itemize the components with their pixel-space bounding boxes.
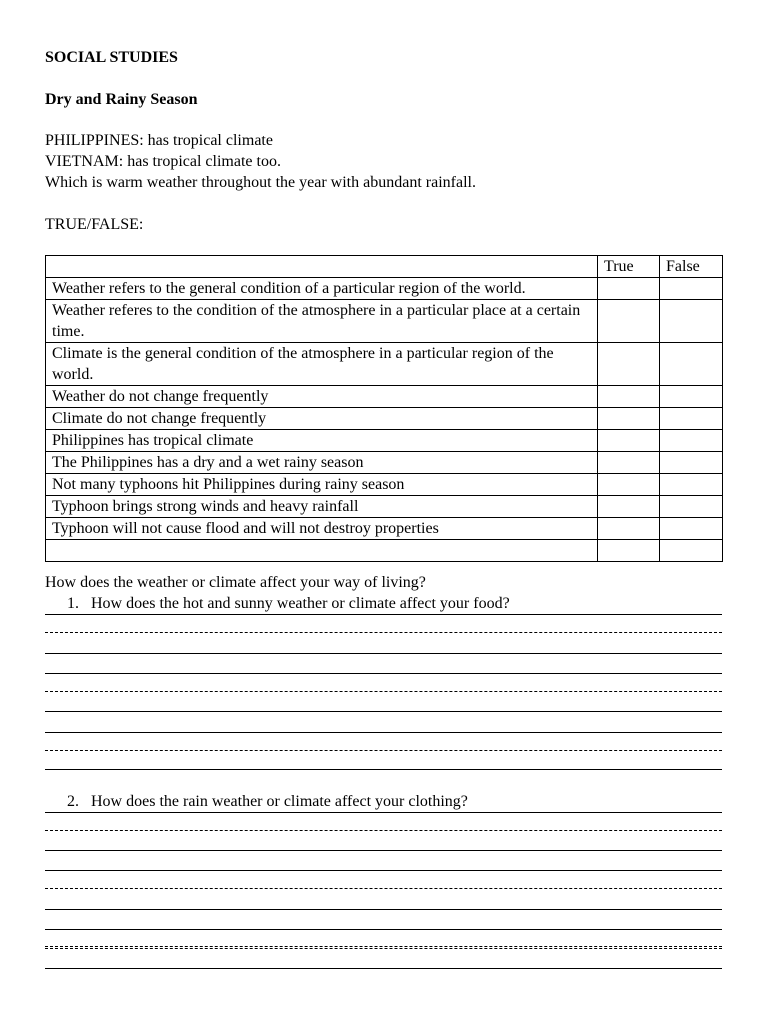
statement-header bbox=[46, 256, 598, 278]
table-header-row bbox=[46, 256, 723, 278]
true-answer-cell[interactable] bbox=[598, 430, 660, 452]
table-row bbox=[46, 452, 723, 474]
statement-cell bbox=[46, 540, 598, 562]
question-heading: How does the weather or climate affect your way of living? bbox=[45, 574, 426, 591]
table-row bbox=[46, 343, 723, 386]
answer-line bbox=[45, 870, 722, 871]
false-answer-cell[interactable] bbox=[660, 496, 723, 518]
answer-line bbox=[45, 850, 722, 851]
worksheet-title: Dry and Rainy Season bbox=[45, 91, 198, 108]
false-answer-cell[interactable] bbox=[660, 300, 723, 343]
false-answer-cell[interactable] bbox=[660, 408, 723, 430]
false-answer-cell[interactable] bbox=[660, 386, 723, 408]
false-answer-cell[interactable] bbox=[660, 278, 723, 300]
question-item bbox=[67, 792, 468, 812]
true-answer-cell[interactable] bbox=[598, 474, 660, 496]
table-row bbox=[46, 386, 723, 408]
false-answer-cell[interactable] bbox=[660, 518, 723, 540]
table-row bbox=[46, 430, 723, 452]
question-text: How does the hot and sunny weather or climate affect your food? bbox=[91, 595, 510, 612]
statement-cell: Typhoon will not cause flood and will not destroy properties bbox=[46, 518, 598, 540]
table-row bbox=[46, 540, 723, 562]
question-text: How does the rain weather or climate affect your clothing? bbox=[91, 793, 468, 810]
answer-line bbox=[45, 673, 722, 674]
statement-cell: The Philippines has a dry and a wet rainy season bbox=[46, 452, 598, 474]
answer-line bbox=[45, 711, 722, 712]
statement-cell: Typhoon brings strong winds and heavy rainfall bbox=[46, 496, 598, 518]
answer-line bbox=[45, 653, 722, 654]
true-false-heading: TRUE/FALSE: bbox=[45, 216, 144, 233]
answer-line bbox=[45, 968, 722, 969]
statement-cell: Weather refers to the general condition of a particular region of the world. bbox=[46, 278, 598, 300]
statement-cell: Not many typhoons hit Philippines during rainy season bbox=[46, 474, 598, 496]
false-answer-cell[interactable] bbox=[660, 430, 723, 452]
true-answer-cell[interactable] bbox=[598, 386, 660, 408]
answer-line bbox=[45, 769, 722, 770]
true-answer-cell[interactable] bbox=[598, 540, 660, 562]
statement-cell: Weather referes to the condition of the atmosphere in a particular place at a certain time. bbox=[46, 300, 598, 343]
intro-line: Which is warm weather throughout the year with abundant rainfall. bbox=[45, 174, 476, 191]
statement-cell: Climate is the general condition of the atmosphere in a particular region of the world. bbox=[46, 343, 598, 386]
false-answer-cell[interactable] bbox=[660, 474, 723, 496]
answer-line bbox=[45, 946, 722, 947]
true-answer-cell[interactable] bbox=[598, 408, 660, 430]
true-answer-cell[interactable] bbox=[598, 452, 660, 474]
answer-line bbox=[45, 948, 722, 949]
answer-line bbox=[45, 750, 722, 751]
table-row bbox=[46, 408, 723, 430]
answer-line bbox=[45, 732, 722, 733]
true-false-table bbox=[45, 255, 723, 562]
answer-line bbox=[45, 691, 722, 692]
false-answer-cell[interactable] bbox=[660, 343, 723, 386]
answer-line bbox=[45, 632, 722, 633]
question-number: 1. bbox=[67, 595, 79, 612]
true-answer-cell[interactable] bbox=[598, 300, 660, 343]
intro-line: PHILIPPINES: has tropical climate bbox=[45, 132, 273, 149]
answer-line bbox=[45, 888, 722, 889]
answer-line bbox=[45, 614, 722, 615]
statement-cell: Philippines has tropical climate bbox=[46, 430, 598, 452]
table-row bbox=[46, 496, 723, 518]
false-answer-cell[interactable] bbox=[660, 540, 723, 562]
answer-line bbox=[45, 812, 722, 813]
true-answer-cell[interactable] bbox=[598, 343, 660, 386]
true-header: True bbox=[598, 256, 660, 278]
answer-line bbox=[45, 929, 722, 930]
true-answer-cell[interactable] bbox=[598, 278, 660, 300]
false-header: False bbox=[660, 256, 723, 278]
table-row bbox=[46, 518, 723, 540]
false-answer-cell[interactable] bbox=[660, 452, 723, 474]
true-answer-cell[interactable] bbox=[598, 496, 660, 518]
question-number: 2. bbox=[67, 793, 79, 810]
true-answer-cell[interactable] bbox=[598, 518, 660, 540]
table-row bbox=[46, 474, 723, 496]
statement-cell: Weather do not change frequently bbox=[46, 386, 598, 408]
answer-line bbox=[45, 909, 722, 910]
subject-heading: SOCIAL STUDIES bbox=[45, 49, 178, 66]
intro-line: VIETNAM: has tropical climate too. bbox=[45, 153, 281, 170]
table-row bbox=[46, 300, 723, 343]
answer-line bbox=[45, 830, 722, 831]
question-item bbox=[67, 594, 510, 614]
table-row bbox=[46, 278, 723, 300]
statement-cell: Climate do not change frequently bbox=[46, 408, 598, 430]
